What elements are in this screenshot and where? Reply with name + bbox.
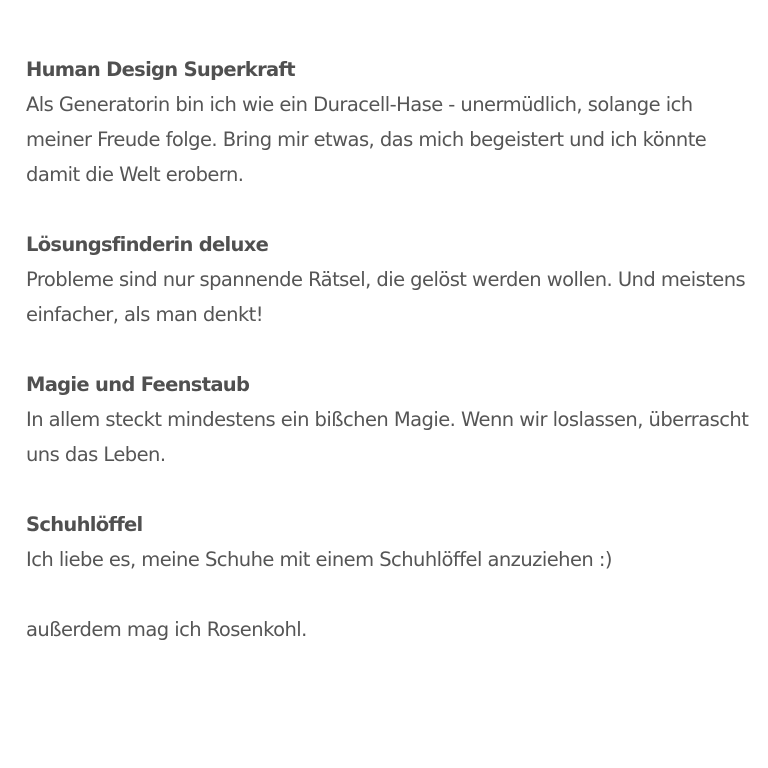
section-body: Probleme sind nur spannende Rätsel, die gelöst werden wollen. Und meistens einfacher, als man denkt! <box>26 268 746 326</box>
section-magie <box>26 367 762 472</box>
section-schuhloeffel <box>26 507 762 577</box>
section-title: Magie und Feenstaub <box>26 373 250 396</box>
section-body: Als Generatorin bin ich wie ein Duracell-Hase - unermüdlich, solange ich meiner Freude folge. Bring mir etwas, das mich begeistert und ich könnte damit die Welt erobern. <box>26 93 707 186</box>
text-content <box>26 52 762 647</box>
section-superkraft <box>26 52 762 192</box>
section-title: Schuhlöffel <box>26 513 143 536</box>
section-title: Human Design Superkraft <box>26 58 295 81</box>
section-loesungsfinderin <box>26 227 762 332</box>
section-title: Lösungsfinderin deluxe <box>26 233 269 256</box>
section-body: Ich liebe es, meine Schuhe mit einem Schuhlöffel anzuziehen :) <box>26 548 612 571</box>
section-body: In allem steckt mindestens ein bißchen Magie. Wenn wir loslassen, überrascht uns das Leben. <box>26 408 749 466</box>
closing-line: außerdem mag ich Rosenkohl. <box>26 618 307 641</box>
